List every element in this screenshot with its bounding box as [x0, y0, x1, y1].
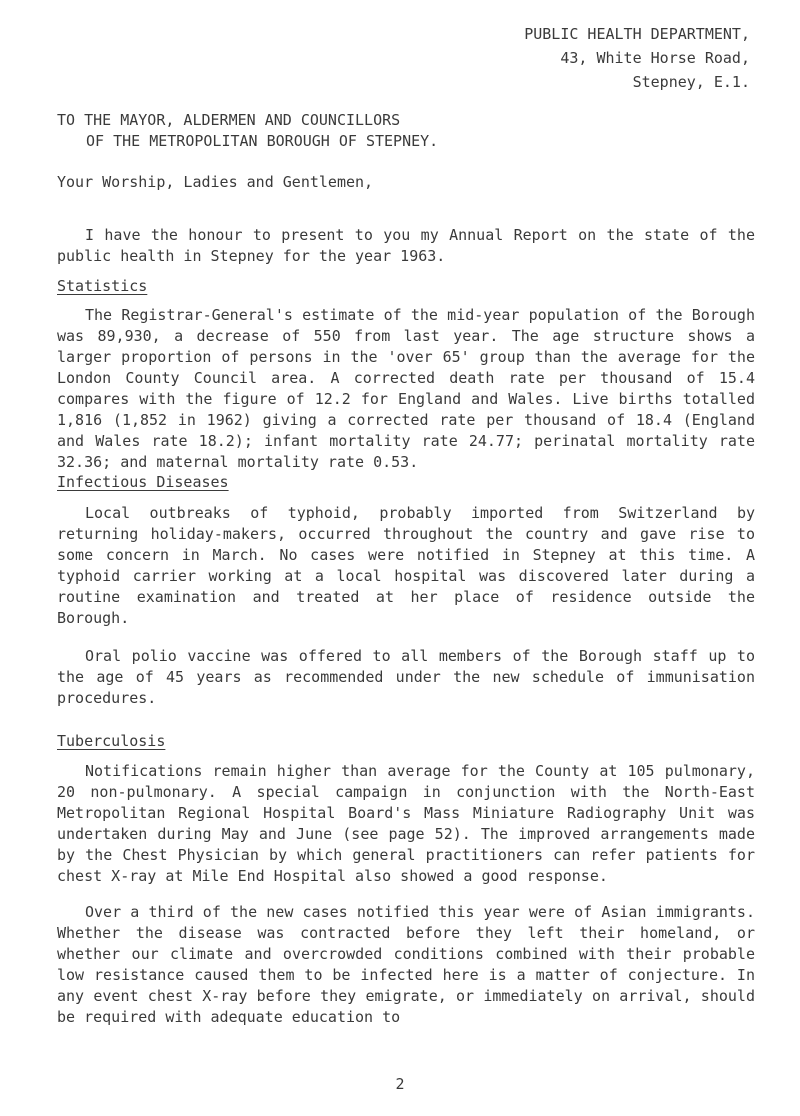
infectious-diseases-paragraph-1: Local outbreaks of typhoid, probably imported from Switzerland by returning holiday-makers, occurred throughout the country and gave rise to some concern in March. No cases were notified in Stepney at this time. A typhoid carrier working at a local hospital was discovered later during a routine examination and treated at her place of residence outside the Borough. [57, 504, 755, 627]
statistics-paragraph: The Registrar-General's estimate of the mid-year population of the Borough was 89,930, a decrease of 550 from last year. The age structure shows a larger proportion of persons in the 'over 65' group than the average for the London County Council area. A corrected death rate per thousand of 15.4 compares with the figure of 12.2 for England and Wales. Live births totalled 1,816 (1,852 in 1962) giving a corrected rate per thousand of 18.4 (England and Wales rate 18.2); infant mortality rate 24.77; perinatal mortality rate 32.36; and maternal mortality rate 0.53. [57, 306, 755, 471]
tuberculosis-paragraph-1: Notifications remain higher than average for the County at 105 pulmonary, 20 non-pulmonary. A special campaign in conjunction with the North-East Metropolitan Regional Hospital Board's Mass Miniature Radiography Unit was undertaken during May and June (see page 52). The improved arrangements made by the Chest Physician by which general practitioners can refer patients for chest X-ray at Mile End Hospital also showed a good response. [57, 762, 755, 885]
tuberculosis-heading: Tuberculosis [57, 732, 166, 750]
salutation: Your Worship, Ladies and Gentlemen, [57, 173, 374, 191]
district-line: Stepney, E.1. [632, 73, 750, 91]
infectious-diseases-heading: Infectious Diseases [57, 473, 229, 491]
recipient-line-2: OF THE METROPOLITAN BOROUGH OF STEPNEY. [86, 132, 439, 150]
page-number: 2 [395, 1075, 405, 1093]
infectious-diseases-paragraph-2: Oral polio vaccine was offered to all members of the Borough staff up to the age of 45 years as recommended under the new schedule of immunisation procedures. [57, 647, 755, 707]
street-line: 43, White Horse Road, [560, 49, 750, 67]
intro-paragraph: I have the honour to present to you my Annual Report on the state of the public health in Stepney for the year 1963. [57, 226, 755, 265]
recipient-block [57, 110, 755, 152]
recipient-line-1: TO THE MAYOR, ALDERMEN AND COUNCILLORS [57, 111, 401, 129]
tuberculosis-paragraph-2: Over a third of the new cases notified this year were of Asian immigrants. Whether the disease was contracted before they left their homeland, or whether our climate and overcrowded conditions combined with their probable low resistance caused them to be infected here is a matter of conjecture. In any event chest X-ray before they emigrate, or immediately on arrival, should be required with adequate education to [57, 903, 755, 1026]
letterhead-address [524, 22, 750, 94]
department-line: PUBLIC HEALTH DEPARTMENT, [524, 25, 750, 43]
statistics-heading: Statistics [57, 277, 148, 295]
